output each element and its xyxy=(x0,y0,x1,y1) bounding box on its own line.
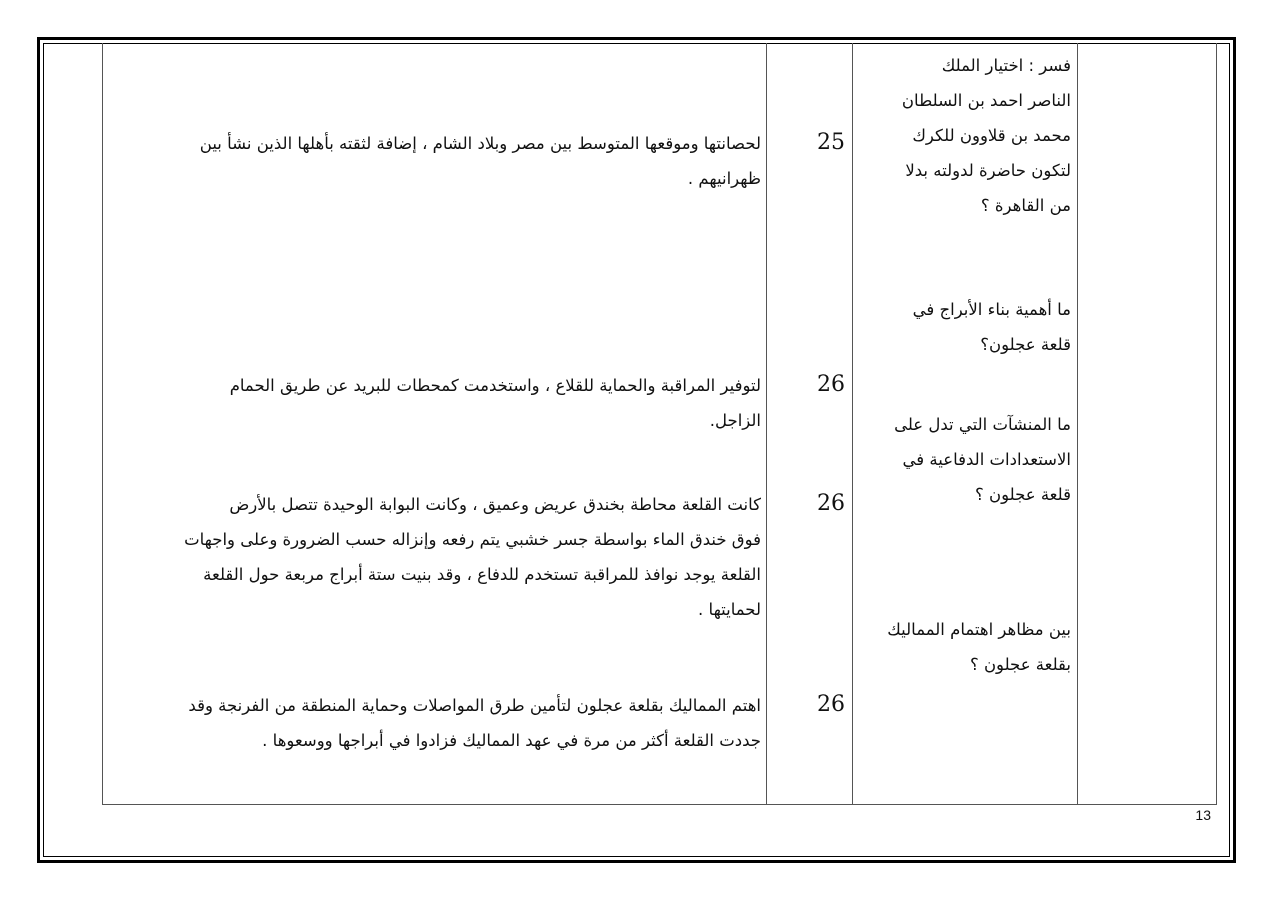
answer-line: فوق خندق الماء بواسطة جسر خشبي يتم رفعه وإنزاله حسب الضرورة وعلى واجهات xyxy=(184,530,761,549)
answer-line: ظهرانيهم . xyxy=(687,169,761,188)
question-line: الاستعدادات الدفاعية في xyxy=(902,450,1071,469)
answer-line: لحصانتها وموقعها المتوسط بين مصر وبلاد الشام ، إضافة لثقته بأهلها الذين نشأ بين xyxy=(199,134,761,153)
answer-line: اهتم المماليك بقلعة عجلون لتأمين طرق المواصلات وحماية المنطقة من الفرنجة وقد xyxy=(188,696,761,715)
page-ref: 25 xyxy=(817,130,845,155)
question-line: لتكون حاضرة لدولته بدلا xyxy=(905,161,1071,180)
question-line: من القاهرة ؟ xyxy=(980,196,1071,215)
answer-1 xyxy=(200,126,761,196)
answer-line: القلعة يوجد نوافذ للمراقبة تستخدم للدفاع ، وقد بنيت ستة أبراج مربعة حول القلعة xyxy=(203,565,761,584)
answer-line: لحمايتها . xyxy=(698,600,761,619)
page-ref: 26 xyxy=(817,491,845,516)
question-line: بقلعة عجلون ؟ xyxy=(969,655,1071,674)
answer-4 xyxy=(188,688,761,758)
question-line: ما أهمية بناء الأبراج في xyxy=(912,300,1071,319)
question-1 xyxy=(902,48,1071,223)
answer-3 xyxy=(184,487,761,627)
question-line: قلعة عجلون ؟ xyxy=(974,485,1071,504)
answer-line: الزاجل. xyxy=(709,411,761,430)
question-line: بين مظاهر اهتمام المماليك xyxy=(887,620,1071,639)
question-line: ما المنشآت التي تدل على xyxy=(894,415,1071,434)
answer-line: كانت القلعة محاطة بخندق عريض وعميق ، وكانت البوابة الوحيدة تتصل بالأرض xyxy=(229,495,761,514)
answer-2 xyxy=(230,368,761,438)
column-divider xyxy=(766,43,767,805)
page-number: 13 xyxy=(1195,807,1211,823)
question-line: فسر : اختيار الملك xyxy=(941,56,1071,75)
question-line: الناصر احمد بن السلطان xyxy=(901,91,1071,110)
question-4 xyxy=(887,612,1071,682)
question-2 xyxy=(913,292,1071,362)
page-ref: 26 xyxy=(817,372,845,397)
page-ref: 26 xyxy=(817,692,845,717)
column-divider xyxy=(1077,43,1078,805)
answer-line: لتوفير المراقبة والحماية للقلاع ، واستخدمت كمحطات للبريد عن طريق الحمام xyxy=(229,376,761,395)
question-3 xyxy=(894,407,1071,512)
answer-line: جددت القلعة أكثر من مرة في عهد المماليك فزادوا في أبراجها ووسعوها . xyxy=(262,731,761,750)
question-line: قلعة عجلون؟ xyxy=(980,335,1071,354)
question-line: محمد بن قلاوون للكرك xyxy=(912,126,1071,145)
